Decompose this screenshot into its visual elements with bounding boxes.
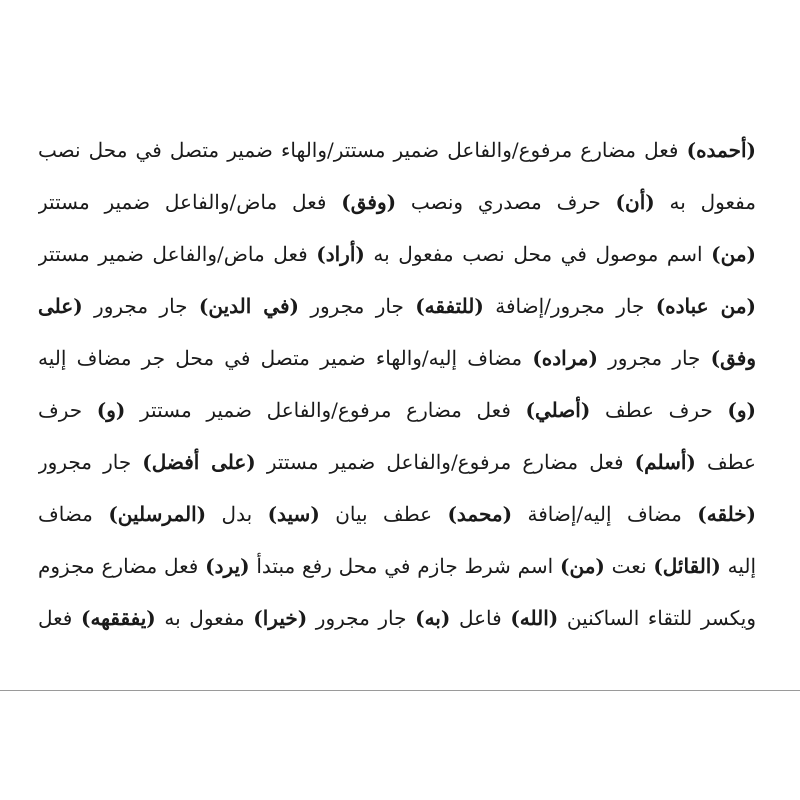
analysed-term: (القائل) (653, 554, 721, 578)
text-line (38, 228, 756, 280)
analysis-text: فعل مضارع مجزوم (38, 554, 206, 578)
grammar-analysis-text (38, 124, 756, 644)
analysed-term: (من) (711, 242, 756, 266)
analysed-term: (الله) (510, 606, 559, 630)
analysis-text: مفعول به (654, 190, 756, 214)
analysis-text: فعل مضارع مرفوع/والفاعل ضمير مستتر (125, 398, 526, 422)
analysed-term: (وفق) (341, 190, 397, 214)
analysis-text: نعت (604, 554, 654, 578)
analysis-text: حرف (38, 398, 97, 422)
analysed-term: (أراد) (316, 242, 365, 266)
analysis-text: جار مجرور (298, 294, 416, 318)
text-line (38, 540, 756, 592)
analysed-term: (في الدين) (198, 294, 299, 318)
analysis-text: جار مجرور (597, 346, 711, 370)
analysis-text: جار مجرور/إضافة (483, 294, 656, 318)
analysed-term: (به) (415, 606, 451, 630)
analysed-term: (محمد) (447, 502, 513, 526)
analysis-text: فعل ماض/والفاعل ضمير مستتر (38, 190, 342, 214)
analysed-term: (أسلم) (634, 450, 696, 474)
analysed-term: (للتفقه) (415, 294, 484, 318)
analysed-term: (من) (560, 554, 605, 578)
analysed-term: (سيد) (267, 502, 320, 526)
analysis-text: حرف مصدري ونصب (396, 190, 616, 214)
analysis-text: جار مجرور (38, 450, 143, 474)
text-line (38, 488, 756, 540)
analysis-text: فعل ماض/والفاعل ضمير مستتر (38, 242, 317, 266)
analysis-text: إليه (720, 554, 756, 578)
analysed-term: (يفققهه) (80, 606, 156, 630)
analysed-term: (خيرا) (253, 606, 308, 630)
analysed-term: (خلقه) (697, 502, 756, 526)
analysed-term: (يرد) (205, 554, 250, 578)
analysed-term: (على (38, 294, 83, 318)
analysed-term: (و) (727, 398, 756, 422)
analysis-text: فاعل (450, 606, 511, 630)
analysis-text: عطف بيان (319, 502, 448, 526)
bottom-divider (0, 690, 800, 691)
analysed-term: وفق) (710, 346, 756, 370)
analysed-term: (من عباده) (655, 294, 756, 318)
analysed-term: (المرسلين) (108, 502, 207, 526)
text-line (38, 332, 756, 384)
analysis-text: مفعول به (155, 606, 254, 630)
analysis-text: فعل مضارع مرفوع/والفاعل ضمير مستتر (255, 450, 635, 474)
analysed-term: (مراده) (532, 346, 598, 370)
analysis-text: بدل (206, 502, 268, 526)
analysis-text: اسم شرط جازم في محل رفع مبتدأ (249, 554, 560, 578)
analysis-text: حرف عطف (590, 398, 728, 422)
analysed-term: (أصلي) (525, 398, 591, 422)
text-line (38, 280, 756, 332)
analysis-text: ويكسر للتقاء الساكنين (558, 606, 756, 630)
analysed-term: (أحمده) (686, 138, 756, 162)
text-line (38, 384, 756, 436)
analysis-text: جار مجرور (307, 606, 416, 630)
analysis-text: مضاف إليه/والهاء ضمير متصل في محل جر مضاف إليه (38, 346, 533, 370)
analysis-text: عطف (695, 450, 756, 474)
analysis-text: مضاف (38, 502, 109, 526)
analysed-term: (أن) (615, 190, 655, 214)
analysis-text: جار مجرور (82, 294, 199, 318)
text-line (38, 436, 756, 488)
analysis-text: اسم موصول في محل نصب مفعول به (364, 242, 712, 266)
analysis-text: مضاف إليه/إضافة (512, 502, 698, 526)
analysis-text: فعل (38, 606, 81, 630)
text-line (38, 592, 756, 644)
text-line (38, 176, 756, 228)
analysed-term: (على أفضل) (142, 450, 256, 474)
text-line (38, 124, 756, 176)
analysed-term: (و) (96, 398, 126, 422)
analysis-text: فعل مضارع مرفوع/والفاعل ضمير مستتر/والهاء ضمير متصل في محل نصب (38, 138, 687, 162)
